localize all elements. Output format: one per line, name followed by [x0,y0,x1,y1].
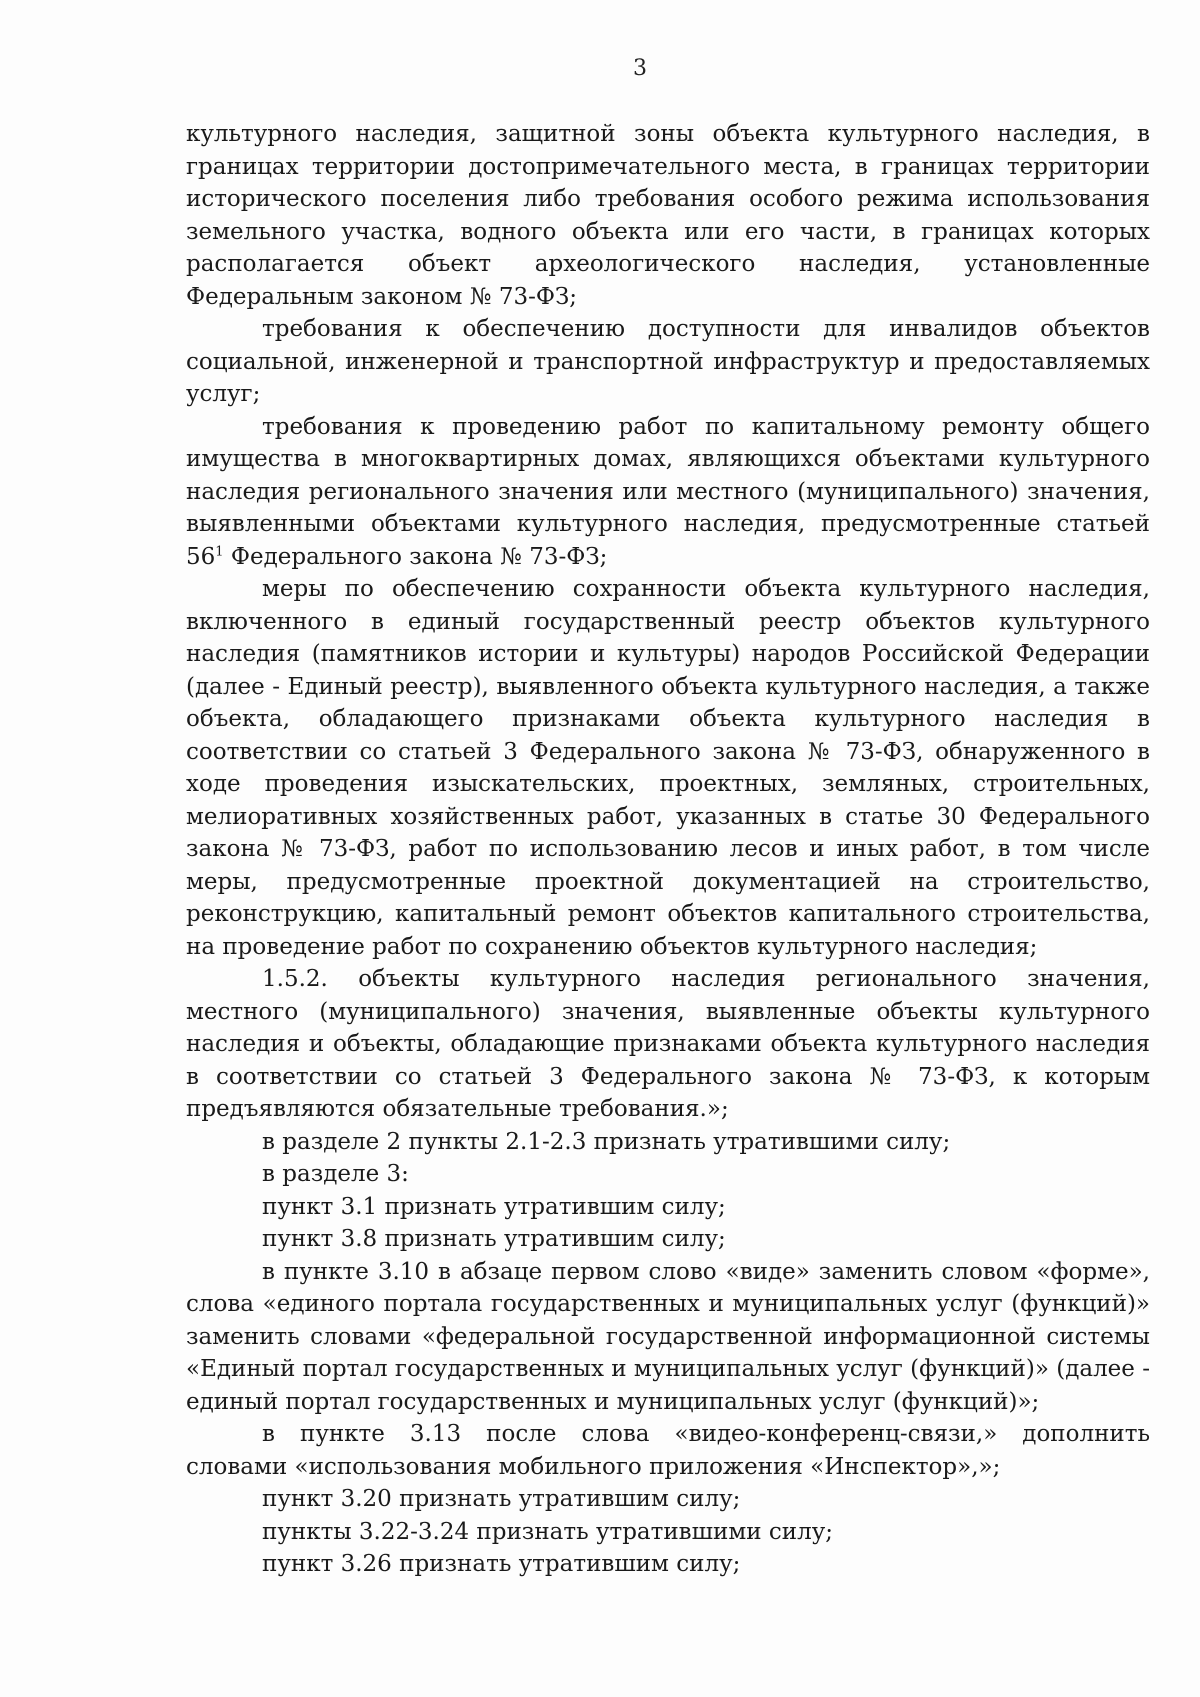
paragraph: меры по обеспечению сохранности объекта культурного наследия, включенного в единый государственный реестр объектов культурного наследия (памятников истории и культуры) народов Российской Федерации (далее - Единый реестр), выявленного объекта культурного наследия, а также объекта, обладающего признаками объекта культурного наследия в соответствии со статьей 3 Федерального закона № 73-ФЗ, обнаруженного в ходе проведения изыскательских, проектных, земляных, строительных, мелиоративных хозяйственных работ, указанных в статье 30 Федерального закона № 73-ФЗ, работ по использованию лесов и иных работ, в том числе меры, предусмотренные проектной документацией на строительство, реконструкцию, капитальный ремонт объектов капитального строительства, на проведение работ по сохранению объектов культурного наследия; [186,576,1150,960]
paragraph-text: требования к проведению работ по капитальному ремонту общего имущества в многоквартирных домах, являющихся объектами культурного наследия регионального значения или местного (муниципального) значения, выявленными объектами культурного наследия, предусмотренные статьей 56 [186,413,1150,570]
paragraph: пункт 3.20 признать утратившим силу; [262,1486,741,1512]
paragraph: требования к обеспечению доступности для инвалидов объектов социальной, инженерной и транспортной инфраструктур и предоставляемых услуг; [186,316,1150,407]
paragraph: в разделе 3: [262,1161,409,1187]
paragraph: в пункте 3.10 в абзаце первом слово «виде» заменить словом «форме», слова «единого портала государственных и муниципальных услуг (функций)» заменить словами «федеральной государственной информационной системы «Единый портал государственных и муниципальных услуг (функций)» (далее - единый портал государственных и муниципальных услуг (функций)»; [186,1258,1150,1415]
paragraph: в пункте 3.13 после слова «видео-конференц-связи,» дополнить словами «использования мобильного приложения «Инспектор»,»; [186,1421,1150,1480]
document-body [186,118,1150,1581]
paragraph: в разделе 2 пункты 2.1-2.3 признать утратившими силу; [262,1128,951,1155]
paragraph: пункт 3.1 признать утратившим силу; [262,1193,726,1220]
paragraph-article-56 [186,411,1150,574]
paragraph: 1.5.2. объекты культурного наследия регионального значения, местного (муниципального) значения, выявленные объекты культурного наследия и объекты, обладающие признаками объекта культурного наследия в соответствии со статьей 3 Федерального закона № 73-ФЗ, к которым предъявляются обязательные требования.»; [186,966,1150,1122]
paragraph: культурного наследия, защитной зоны объекта культурного наследия, в границах территории достопримечательного места, в границах территории исторического поселения либо требования особого режима использования земельного участка, водного объекта или его части, в границах которых располагается объект археологического наследия, установленные Федеральным законом № 73-ФЗ; [186,121,1150,310]
paragraph: пункты 3.22-3.24 признать утратившими силу; [262,1518,833,1545]
paragraph-text: Федерального закона № 73-ФЗ; [223,543,608,570]
superscript: 1 [215,543,224,559]
page-number: 3 [633,56,647,81]
paragraph: пункт 3.8 признать утратившим силу; [262,1226,726,1252]
paragraph: пункт 3.26 признать утратившим силу; [262,1551,741,1577]
